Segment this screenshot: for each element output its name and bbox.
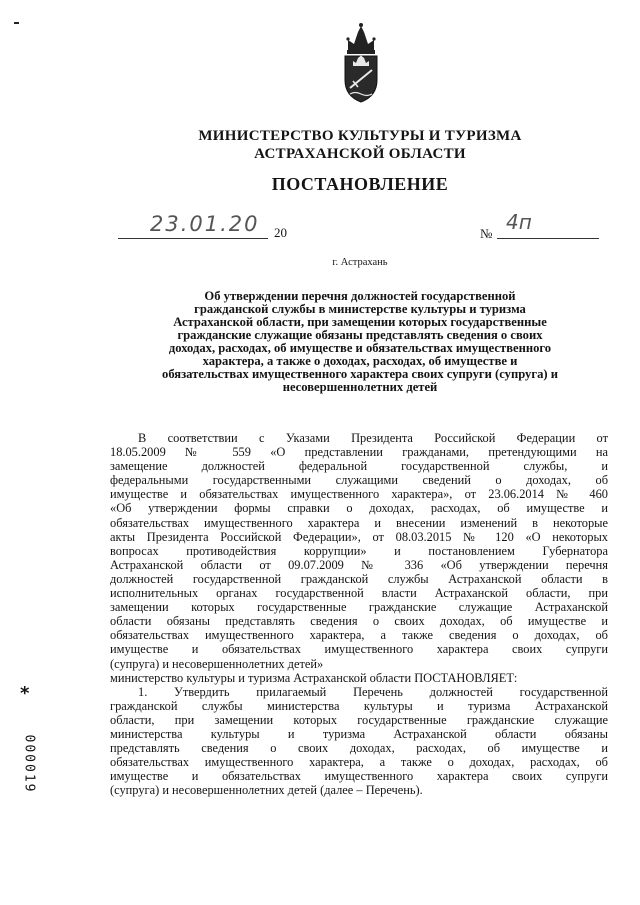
preamble-line: исполнительных органах государственной власти Астраханской области, при [110,586,608,601]
astrakhan-coat-of-arms-icon [334,20,388,106]
preamble-line: Астраханской области от 09.07.2009 № 336 «Об утверждении перечня [110,557,608,572]
document-title [110,290,610,394]
item1-line: представлять сведения о своих доходах, расходах, об имуществе и [110,741,608,756]
title-line: Об утверждении перечня должностей государственной [204,289,516,303]
title-line: Астраханской области, при замещении которых государственные [173,315,547,329]
preamble-line: 18.05.2009 № 559 «О представлении гражданами, претендующими на [110,445,608,460]
item1-line: имуществе и обязательствах имущественного характера своих супруги [110,769,608,784]
ministry-name-line2: АСТРАХАНСКОЙ ОБЛАСТИ [254,146,466,162]
decree-line: министерство культуры и туризма Астраханской области ПОСТАНОВЛЯЕТ: [110,670,518,685]
date-handwritten: 23.01.20 [150,212,260,236]
item1-line: гражданской службы министерства культуры и туризма Астраханской [110,698,608,713]
document-number-handwritten: 4п [506,210,532,234]
number-sign: № [480,226,493,241]
preamble-line: обязательствах имущественного характера, а также сведения о доходах, об [110,628,608,643]
preamble-line: (супруга) и несовершеннолетних детей» [110,656,324,671]
preamble-line: должностей государственной гражданской службы Астраханской области в [110,571,608,586]
title-line: гражданские служащие обязаны представлять сведения о своих [177,328,543,342]
year-suffix: 20 [274,225,287,240]
city-line: г. Астрахань [332,257,388,268]
title-line: гражданской службы в министерстве культуры и туризма [194,302,526,316]
title-line: доходах, расходах, об имуществе и обязательствах имущественного [168,341,552,355]
margin-asterisk: * [20,683,30,704]
preamble-line: замещении которых государственные гражданские служащие Астраханской [110,600,608,615]
item1-line: обязательствах имущественного характера, а также о доходах, расходах, об [110,755,608,770]
margin-page-code: 000019 [21,734,37,794]
document-type: ПОСТАНОВЛЕНИЕ [271,174,449,194]
preamble-line: имуществе и обязательствах имущественного характера своих супруги [110,642,608,657]
preamble-line: замещение должностей федеральной государственной службы, и [110,459,608,474]
title-line: характера, а также о доходах, расходах, об имуществе и [202,354,518,368]
preamble-line: В соответствии с Указами Президента Российской Федерации от [138,431,608,445]
scan-speck [14,22,19,24]
preamble-line: обязательствах имущественного характера и внесении изменений в некоторые [110,515,608,530]
preamble-line: имуществе и обязательствах имущественного характера», от 23.06.2014 № 460 [110,487,608,502]
preamble-line: области обязаны представлять сведения о своих доходах, об имуществе и [110,614,608,629]
item1-line: министерства культуры и туризма Астраханской области обязаны [110,726,608,741]
preamble-line: федеральными государственными служащими сведений о доходах, об [110,473,608,488]
preamble-line: «Об утверждении формы справки о доходах, расходах, об имуществе и [110,501,608,516]
document-body [110,431,608,797]
item1-line: (супруга) и несовершеннолетних детей (далее – Перечень). [110,783,423,798]
date-underline [118,238,268,239]
preamble-line: акты Президента Российской Федерации», от 08.03.2015 № 120 «О некоторых [110,529,608,544]
number-underline [497,238,599,239]
title-line: обязательствах имущественного характера своих супруги (супруга) и [162,367,558,381]
item1-line: 1. Утвердить прилагаемый Перечень должностей государственной [138,684,608,699]
preamble-line: вопросах противодействия коррупции» и постановлением Губернатора [110,543,608,558]
title-line: несовершеннолетних детей [282,380,438,394]
item1-line: области, при замещении которых государственные гражданские служащие [110,712,608,727]
ministry-name-line1: МИНИСТЕРСТВО КУЛЬТУРЫ И ТУРИЗМА [198,128,522,144]
